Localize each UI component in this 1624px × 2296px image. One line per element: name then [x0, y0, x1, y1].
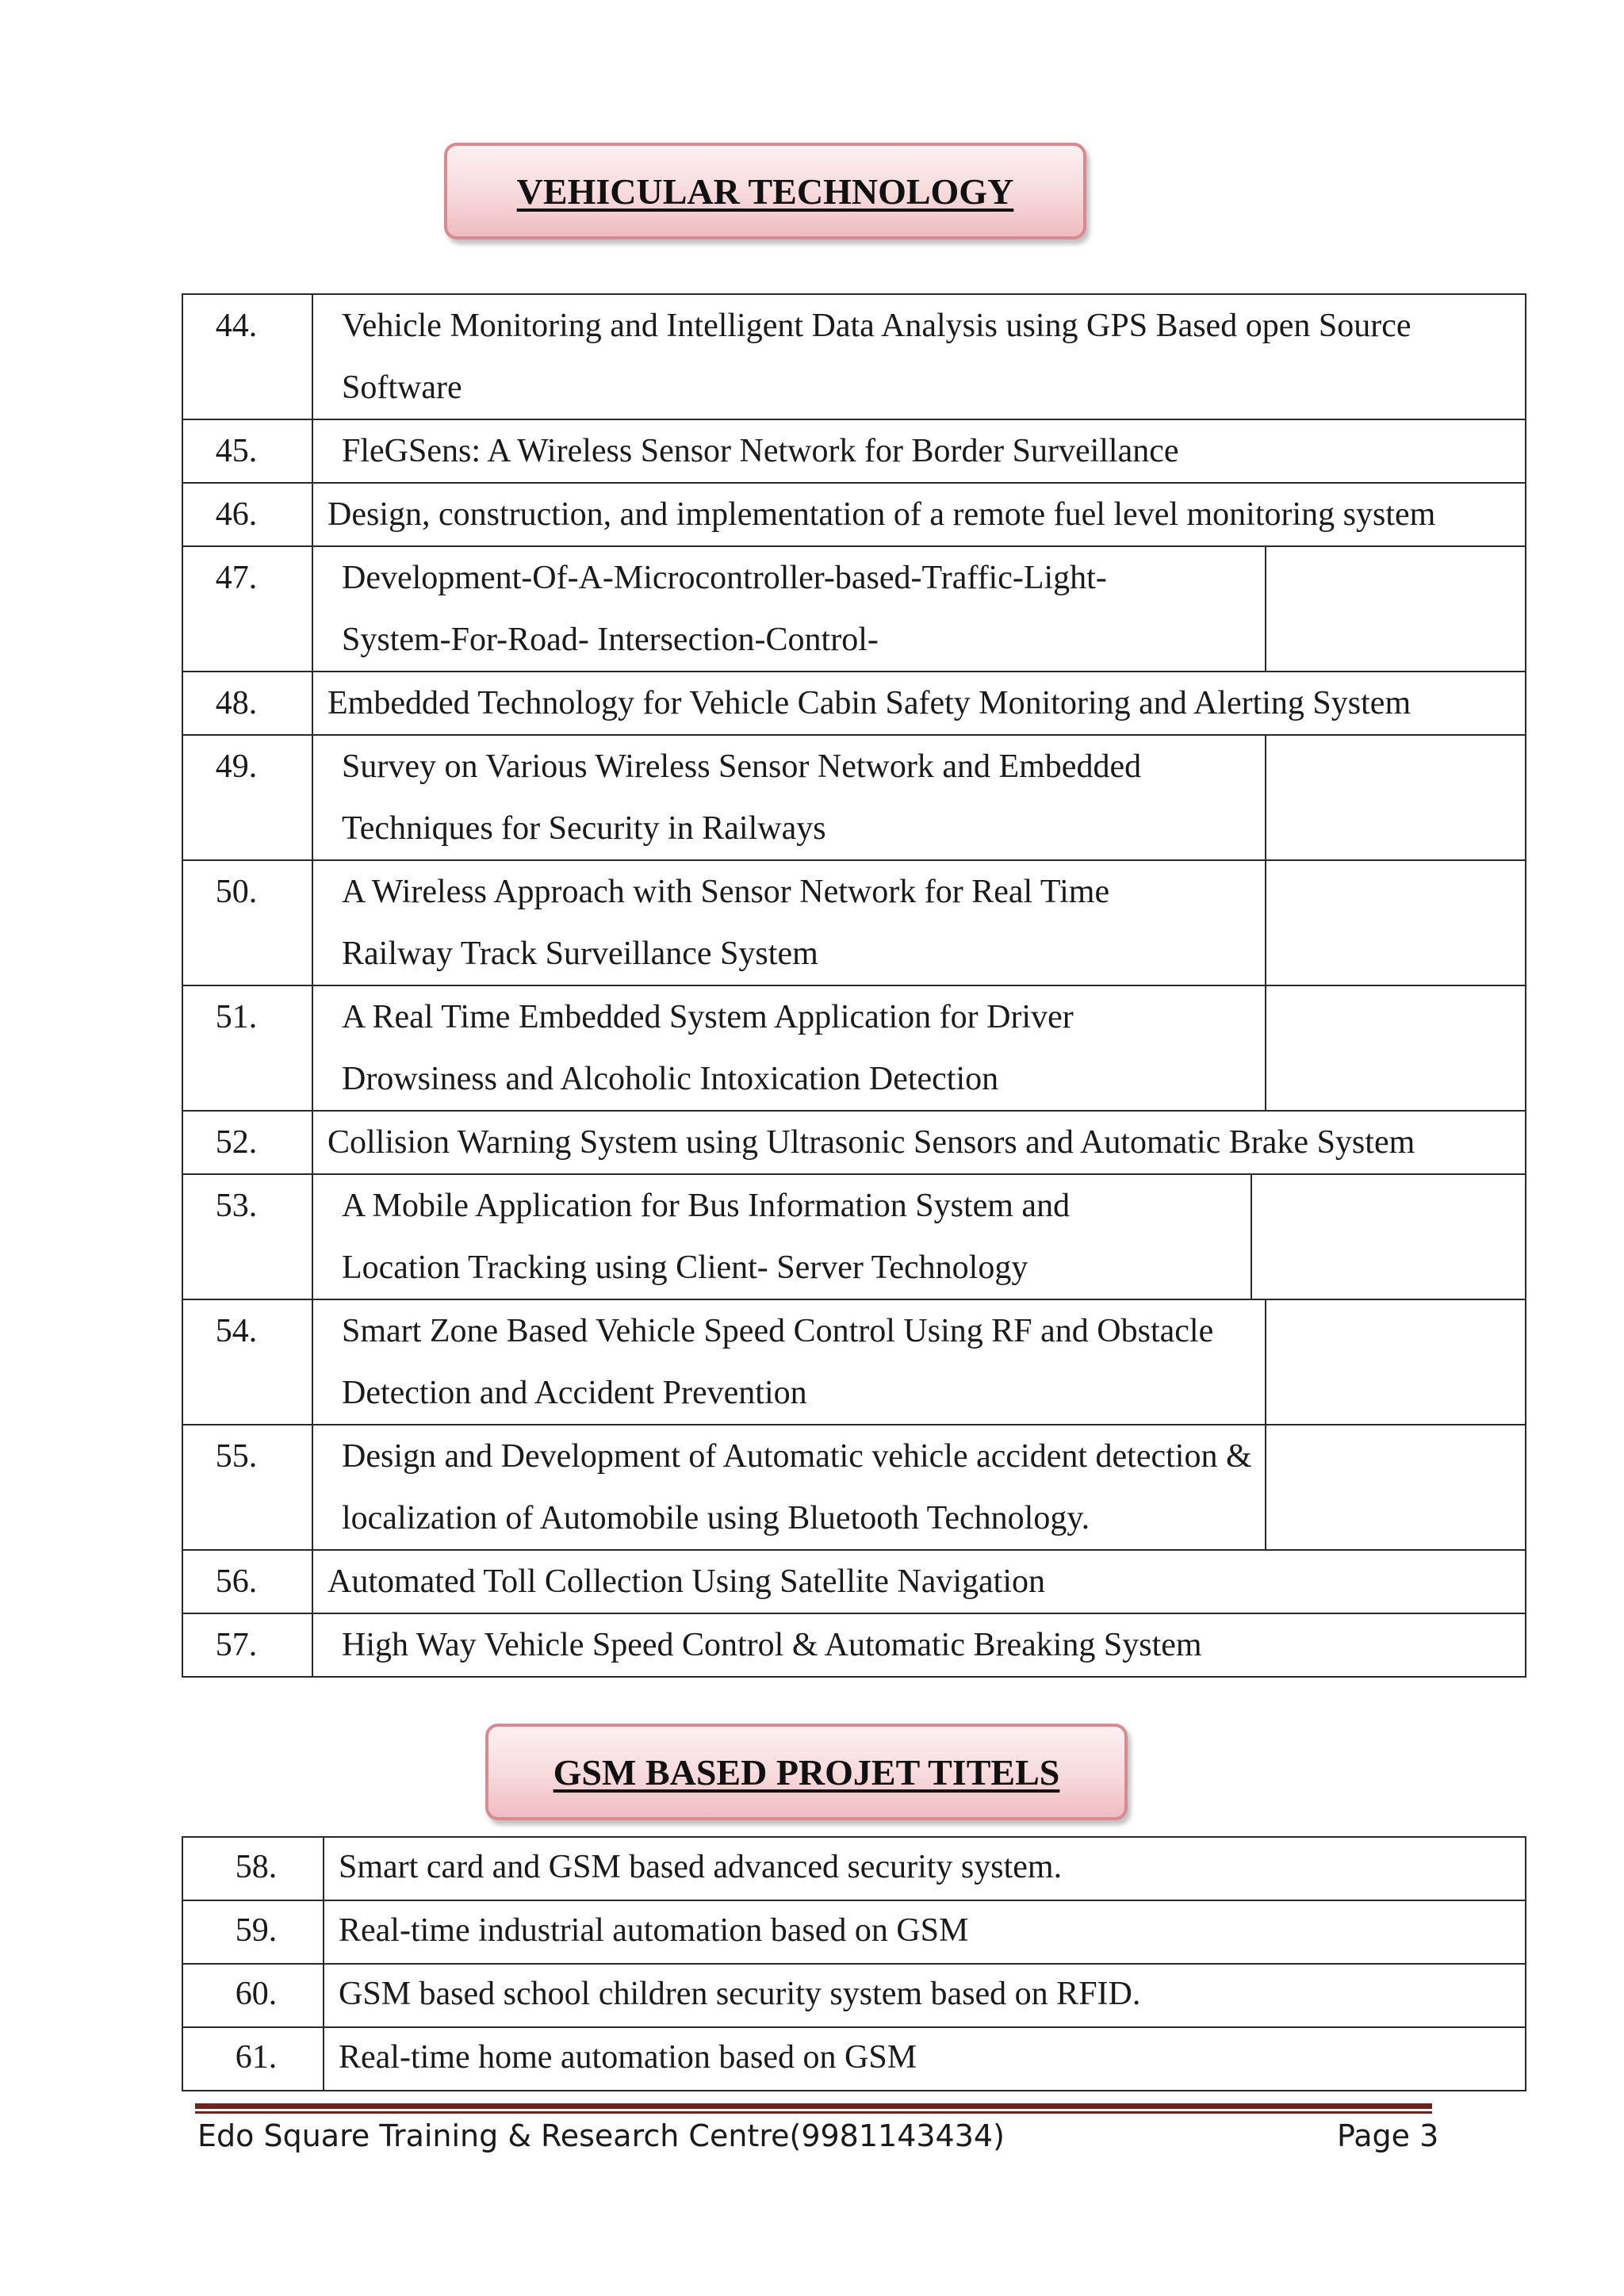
- cell-divider: [1265, 986, 1266, 1112]
- project-number: 44.: [215, 308, 258, 344]
- table-row: [182, 672, 1526, 735]
- project-number: 46.: [215, 496, 258, 533]
- table-row: [182, 860, 1526, 985]
- project-title: High Way Vehicle Speed Control & Automatic Breaking System: [342, 1627, 1202, 1663]
- project-title: A Real Time Embedded System Application for Driver Drowsiness and Alcoholic Intoxication Detection: [342, 999, 1074, 1097]
- project-number: 52.: [215, 1124, 258, 1161]
- section-heading-gsm-text: GSM BASED PROJET TITELS: [553, 1751, 1060, 1793]
- project-title: Embedded Technology for Vehicle Cabin Safety Monitoring and Alerting System: [327, 685, 1411, 721]
- table-row: [182, 1174, 1526, 1299]
- project-number: 56.: [215, 1563, 258, 1600]
- project-number: 51.: [215, 999, 258, 1035]
- project-title: Automated Toll Collection Using Satellite Navigation: [327, 1563, 1045, 1600]
- project-title: Real-time home automation based on GSM: [339, 2039, 917, 2076]
- table-row: [182, 985, 1526, 1111]
- cell-divider: [1265, 736, 1266, 861]
- table-row: [182, 1900, 1526, 1964]
- project-title: Real-time industrial automation based on GSM: [339, 1912, 969, 1949]
- project-title: Vehicle Monitoring and Intelligent Data Analysis using GPS Based open Source Software: [342, 308, 1411, 406]
- project-number: 55.: [215, 1438, 258, 1475]
- project-number: 57.: [215, 1627, 258, 1663]
- table-row: [182, 1299, 1526, 1425]
- cell-divider: [1265, 547, 1266, 672]
- project-title: GSM based school children security system based on RFID.: [339, 1976, 1141, 2012]
- table-row: [182, 2027, 1526, 2091]
- page-number: Page 3: [1337, 2118, 1439, 2153]
- project-number: 47.: [215, 560, 258, 596]
- table-row: [182, 1613, 1526, 1677]
- table-row: [182, 1111, 1526, 1174]
- cell-divider: [1265, 1300, 1266, 1425]
- project-title: Collision Warning System using Ultrasonic Sensors and Automatic Brake System: [327, 1124, 1415, 1161]
- table-row: [182, 294, 1526, 419]
- project-title: Survey on Various Wireless Sensor Network and Embedded Techniques for Security in Railways: [342, 748, 1142, 847]
- project-title: Development-Of-A-Microcontroller-based-Traffic-Light- System-For-Road- Intersection-Control-: [342, 560, 1107, 658]
- project-number: 58.: [235, 1849, 278, 1885]
- project-number: 53.: [215, 1188, 258, 1224]
- project-title: Smart card and GSM based advanced security system.: [339, 1849, 1063, 1885]
- project-number: 59.: [235, 1912, 278, 1949]
- footer-divider: [195, 2103, 1432, 2114]
- project-title: Design and Development of Automatic vehicle accident detection & localization of Automobile using Bluetooth Technology.: [342, 1438, 1252, 1536]
- project-number: 45.: [215, 433, 258, 469]
- project-title: FleGSens: A Wireless Sensor Network for Border Surveillance: [342, 433, 1179, 469]
- project-number: 49.: [215, 748, 258, 785]
- project-title: Smart Zone Based Vehicle Speed Control Using RF and Obstacle Detection and Accident Prevention: [342, 1313, 1214, 1411]
- vehicular-projects-table: [182, 293, 1526, 1678]
- project-number: 61.: [235, 2039, 278, 2076]
- project-title: A Mobile Application for Bus Information System and Location Tracking using Client- Server Technology: [342, 1188, 1071, 1286]
- project-title: Design, construction, and implementation of a remote fuel level monitoring system: [327, 496, 1436, 533]
- table-row: [182, 483, 1526, 546]
- project-number: 54.: [215, 1313, 258, 1349]
- table-row: [182, 1964, 1526, 2027]
- footer-organization: Edo Square Training & Research Centre(9981143434): [197, 2118, 1005, 2153]
- table-row: [182, 1550, 1526, 1613]
- section-heading-vehicular: [444, 143, 1086, 239]
- project-number: 60.: [235, 1976, 278, 2012]
- project-number: 50.: [215, 874, 258, 910]
- table-row: [182, 1425, 1526, 1550]
- table-row: [182, 546, 1526, 672]
- cell-divider: [1265, 861, 1266, 986]
- table-row: [182, 1837, 1526, 1900]
- cell-divider: [1265, 1425, 1266, 1551]
- section-heading-gsm: [485, 1724, 1128, 1820]
- section-heading-vehicular-text: VEHICULAR TECHNOLOGY: [516, 170, 1014, 212]
- project-number: 48.: [215, 685, 258, 721]
- table-row: [182, 419, 1526, 483]
- gsm-projects-table: [182, 1836, 1526, 2091]
- project-title: A Wireless Approach with Sensor Network for Real Time Railway Track Surveillance System: [342, 874, 1110, 972]
- cell-divider: [1251, 1175, 1252, 1300]
- table-row: [182, 735, 1526, 860]
